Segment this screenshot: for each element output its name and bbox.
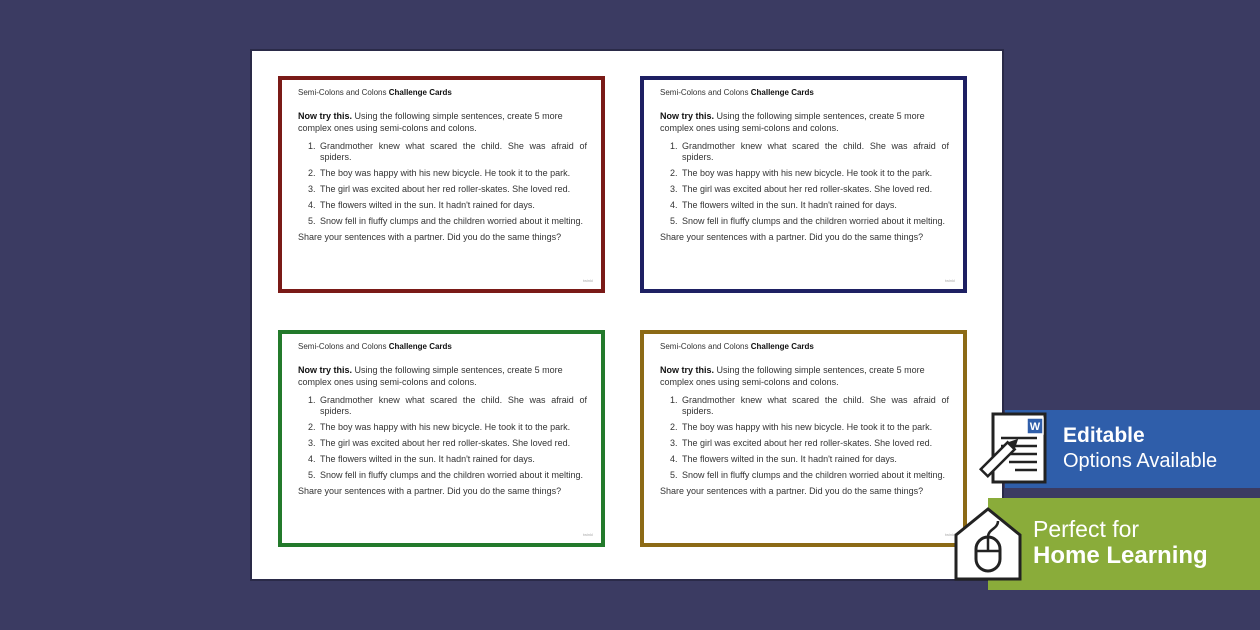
challenge-card-green [278, 330, 605, 547]
card-title: Semi-Colons and Colons Challenge Cards [660, 88, 814, 97]
card-footer: Share your sentences with a partner. Did you do the same things? [660, 486, 924, 496]
sentence-list [298, 395, 587, 481]
card-logo: twinkl [582, 278, 593, 283]
challenge-card-navy [640, 76, 967, 293]
list-item: 3. The girl was excited about her red roller-skates. She loved red. [680, 438, 949, 449]
card-title: Semi-Colons and Colons Challenge Cards [298, 88, 452, 97]
list-item: 5. Snow fell in fluffy clumps and the children worried about it melting. [318, 470, 587, 481]
challenge-card-gold [640, 330, 967, 547]
card-intro: Now try this. Using the following simple sentences, create 5 more complex ones using semi-colons and colons. [660, 111, 925, 133]
sentence-list [660, 141, 949, 227]
list-item: 4. The flowers wilted in the sun. It hadn't rained for days. [680, 200, 949, 211]
list-item: 3. The girl was excited about her red roller-skates. She loved red. [318, 438, 587, 449]
list-item: 1. Grandmother knew what scared the child. She was afraid of spiders. [680, 141, 949, 163]
list-item: 1. Grandmother knew what scared the child. She was afraid of spiders. [318, 395, 587, 417]
list-item: 1. Grandmother knew what scared the child. She was afraid of spiders. [318, 141, 587, 163]
card-title: Semi-Colons and Colons Challenge Cards [298, 342, 452, 351]
card-logo: twinkl [582, 532, 593, 537]
list-item: 2. The boy was happy with his new bicycle. He took it to the park. [318, 422, 587, 433]
list-item: 1. Grandmother knew what scared the child. She was afraid of spiders. [680, 395, 949, 417]
list-item: 4. The flowers wilted in the sun. It hadn't rained for days. [680, 454, 949, 465]
challenge-card-red [278, 76, 605, 293]
sentence-list [660, 395, 949, 481]
list-item: 2. The boy was happy with his new bicycle. He took it to the park. [680, 168, 949, 179]
card-footer: Share your sentences with a partner. Did you do the same things? [660, 232, 924, 242]
home-learning-icon [952, 505, 1024, 583]
editable-document-icon [975, 408, 1055, 490]
home-badge-line1: Perfect for [1033, 516, 1140, 542]
list-item: 4. The flowers wilted in the sun. It hadn't rained for days. [318, 454, 587, 465]
home-badge-line2: Home Learning [1033, 542, 1208, 569]
card-logo: twinkl [944, 532, 955, 537]
worksheet-preview [252, 51, 1002, 579]
list-item: 4. The flowers wilted in the sun. It hadn't rained for days. [318, 200, 587, 211]
home-learning-badge [988, 498, 1260, 590]
card-title: Semi-Colons and Colons Challenge Cards [660, 342, 814, 351]
card-footer: Share your sentences with a partner. Did you do the same things? [298, 486, 562, 496]
card-intro: Now try this. Using the following simple sentences, create 5 more complex ones using semi-colons and colons. [298, 365, 563, 387]
list-item: 5. Snow fell in fluffy clumps and the children worried about it melting. [680, 216, 949, 227]
word-letter: W [1029, 421, 1041, 433]
list-item: 3. The girl was excited about her red roller-skates. She loved red. [318, 184, 587, 195]
editable-badge-title: Editable [1063, 424, 1145, 447]
list-item: 3. The girl was excited about her red roller-skates. She loved red. [680, 184, 949, 195]
card-intro: Now try this. Using the following simple sentences, create 5 more complex ones using semi-colons and colons. [660, 365, 925, 387]
card-footer: Share your sentences with a partner. Did you do the same things? [298, 232, 562, 242]
list-item: 5. Snow fell in fluffy clumps and the children worried about it melting. [680, 470, 949, 481]
card-intro: Now try this. Using the following simple sentences, create 5 more complex ones using semi-colons and colons. [298, 111, 563, 133]
card-logo: twinkl [944, 278, 955, 283]
editable-badge-subtitle: Options Available [1063, 450, 1218, 472]
list-item: 2. The boy was happy with his new bicycle. He took it to the park. [680, 422, 949, 433]
list-item: 5. Snow fell in fluffy clumps and the children worried about it melting. [318, 216, 587, 227]
list-item: 2. The boy was happy with his new bicycle. He took it to the park. [318, 168, 587, 179]
sentence-list [298, 141, 587, 227]
